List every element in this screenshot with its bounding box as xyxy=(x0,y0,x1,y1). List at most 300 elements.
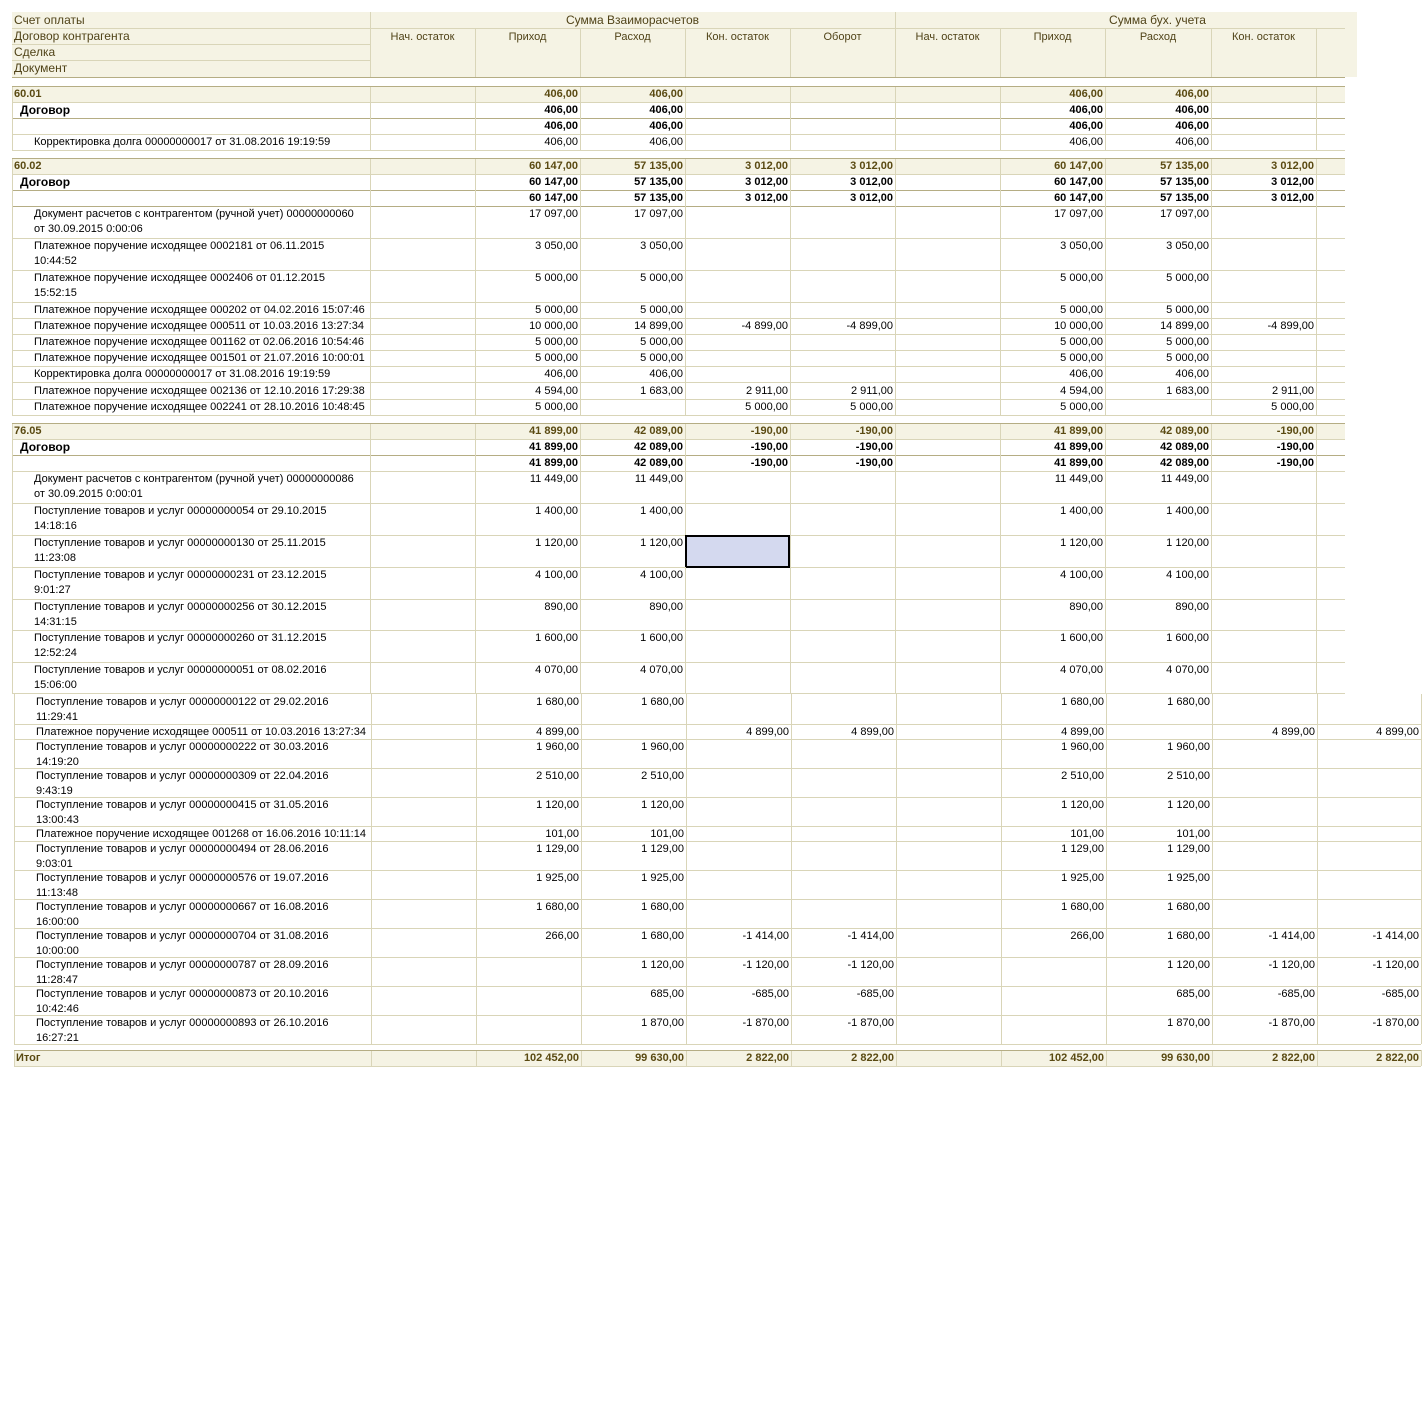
row-value-col-acc-opening[interactable] xyxy=(896,724,1001,739)
row-value-col-mutual-closing[interactable] xyxy=(686,899,791,928)
row-value-col-acc-extra[interactable] xyxy=(1316,206,1345,238)
row-value-col-mutual-turnover[interactable] xyxy=(791,694,896,724)
row-value-col-mutual-opening[interactable] xyxy=(371,797,476,826)
row-value-col-acc-extra[interactable] xyxy=(1317,870,1421,899)
row-label[interactable]: Поступление товаров и услуг 00000000222 от 30.03.2016 14:19:20 xyxy=(36,741,329,768)
row-value-col-acc-credit[interactable]: 2 510,00 xyxy=(1167,770,1210,782)
row-label[interactable]: Платежное поручение исходящее 002136 от 12.10.2016 17:29:38 xyxy=(34,385,365,397)
row-value-col-mutual-opening[interactable] xyxy=(370,503,475,535)
row-value-col-mutual-opening[interactable] xyxy=(370,399,475,415)
row-value-col-mutual-debit[interactable]: 1 400,00 xyxy=(535,505,578,517)
row-value-col-acc-extra[interactable] xyxy=(1316,270,1345,302)
row-value-col-mutual-debit[interactable]: 1 680,00 xyxy=(536,901,579,913)
row-value-col-acc-debit[interactable]: 102 452,00 xyxy=(1048,1052,1104,1064)
row-value-col-acc-credit[interactable]: 1 680,00 xyxy=(1167,696,1210,708)
row-value-col-mutual-turnover[interactable]: 4 899,00 xyxy=(851,726,894,738)
row-value-col-mutual-turnover[interactable] xyxy=(790,270,895,302)
row-value-col-acc-debit[interactable]: 60 147,00 xyxy=(1054,160,1103,172)
row-value-col-acc-debit[interactable]: 41 899,00 xyxy=(1054,425,1103,437)
row-value-col-mutual-credit[interactable]: 57 135,00 xyxy=(634,176,683,188)
row-value-col-acc-closing[interactable] xyxy=(1211,503,1316,535)
row-value-col-mutual-debit[interactable]: 60 147,00 xyxy=(529,192,578,204)
row-value-col-acc-debit[interactable]: 41 899,00 xyxy=(1054,441,1103,453)
row-value-col-mutual-debit[interactable]: 406,00 xyxy=(544,136,578,148)
col-mutual-credit[interactable]: Расход xyxy=(614,31,651,43)
row-value-col-acc-debit[interactable]: 1 680,00 xyxy=(1061,901,1104,913)
row-value-col-acc-debit[interactable]: 11 449,00 xyxy=(1054,473,1103,485)
row-value-col-mutual-credit[interactable]: 14 899,00 xyxy=(634,320,683,332)
row-value-col-mutual-opening[interactable] xyxy=(370,535,475,567)
row-value-col-mutual-closing[interactable] xyxy=(685,270,790,302)
row-value-col-acc-extra[interactable] xyxy=(1317,739,1421,768)
row-value-col-acc-closing[interactable] xyxy=(1212,694,1317,724)
row-value-col-mutual-opening[interactable] xyxy=(370,662,475,693)
row-value-col-acc-credit[interactable]: 1 680,00 xyxy=(1167,930,1210,942)
col-mutual-opening[interactable]: Нач. остаток xyxy=(390,31,455,43)
row-value-col-acc-opening[interactable] xyxy=(895,471,1000,503)
row-value-col-mutual-opening[interactable] xyxy=(371,870,476,899)
row-value-col-mutual-opening[interactable] xyxy=(370,599,475,630)
row-label[interactable]: Договор xyxy=(20,440,71,454)
row-value-col-acc-credit[interactable]: 17 097,00 xyxy=(1160,208,1209,220)
col-mutual-debit[interactable]: Приход xyxy=(508,31,547,43)
row-value-col-mutual-credit[interactable]: 99 630,00 xyxy=(635,1052,684,1064)
row-label[interactable] xyxy=(12,455,370,471)
row-value-col-acc-extra[interactable] xyxy=(1317,694,1421,724)
row-value-col-mutual-opening[interactable] xyxy=(370,134,475,150)
row-label[interactable]: Платежное поручение исходящее 000511 от 10.03.2016 13:27:34 xyxy=(34,320,364,332)
row-value-col-mutual-turnover[interactable] xyxy=(790,238,895,270)
row-value-col-acc-opening[interactable] xyxy=(896,826,1001,841)
row-value-col-mutual-turnover[interactable] xyxy=(790,334,895,350)
row-value-col-acc-opening[interactable] xyxy=(895,318,1000,334)
row-value-col-acc-debit[interactable]: 5 000,00 xyxy=(1060,401,1103,413)
row-value-col-acc-credit[interactable]: 5 000,00 xyxy=(1166,336,1209,348)
col-acc-credit[interactable]: Расход xyxy=(1139,31,1177,43)
row-value-col-mutual-turnover[interactable] xyxy=(791,870,896,899)
row-value-col-mutual-turnover[interactable]: 2 822,00 xyxy=(851,1052,894,1064)
row-value-col-acc-extra[interactable] xyxy=(1317,797,1421,826)
row-value-col-mutual-closing[interactable]: 2 911,00 xyxy=(745,385,788,397)
row-value-col-mutual-credit[interactable]: 685,00 xyxy=(650,988,684,1000)
row-value-col-acc-closing[interactable]: -1 414,00 xyxy=(1268,930,1315,942)
row-value-col-mutual-closing[interactable] xyxy=(685,206,790,238)
row-value-col-mutual-credit[interactable]: 57 135,00 xyxy=(634,192,683,204)
row-value-col-acc-closing[interactable] xyxy=(1211,302,1316,318)
row-value-col-acc-credit[interactable]: 57 135,00 xyxy=(1160,192,1209,204)
row-value-col-mutual-opening[interactable] xyxy=(370,174,475,190)
row-label[interactable] xyxy=(12,190,370,206)
row-value-col-mutual-debit[interactable]: 406,00 xyxy=(544,104,578,116)
row-value-col-acc-closing[interactable]: -4 899,00 xyxy=(1267,320,1314,332)
row-value-col-acc-closing[interactable] xyxy=(1212,899,1317,928)
row-value-col-mutual-turnover[interactable]: -190,00 xyxy=(855,457,893,469)
row-value-col-mutual-credit[interactable]: 1 600,00 xyxy=(640,632,683,644)
row-value-col-acc-extra[interactable] xyxy=(1316,302,1345,318)
row-value-col-acc-closing[interactable] xyxy=(1211,102,1316,118)
row-value-col-acc-opening[interactable] xyxy=(896,797,1001,826)
row-value-col-mutual-debit[interactable]: 41 899,00 xyxy=(529,457,578,469)
row-value-col-acc-opening[interactable] xyxy=(895,118,1000,134)
row-value-col-acc-opening[interactable] xyxy=(896,986,1001,1015)
row-value-col-acc-debit[interactable] xyxy=(1001,986,1106,1015)
row-value-col-acc-closing[interactable] xyxy=(1211,471,1316,503)
row-value-col-acc-closing[interactable] xyxy=(1211,366,1316,382)
row-value-col-acc-debit[interactable]: 60 147,00 xyxy=(1054,176,1103,188)
row-label[interactable]: Поступление товаров и услуг 00000000256 от 30.12.2015 14:31:15 xyxy=(34,601,327,628)
row-value-col-mutual-opening[interactable] xyxy=(371,724,476,739)
row-label[interactable]: Поступление товаров и услуг 00000000054 от 29.10.2015 14:18:16 xyxy=(34,505,327,532)
row-value-col-acc-debit[interactable]: 1 960,00 xyxy=(1061,741,1104,753)
row-value-col-acc-closing[interactable] xyxy=(1212,826,1317,841)
row-value-col-acc-opening[interactable] xyxy=(895,334,1000,350)
row-value-col-acc-debit[interactable]: 10 000,00 xyxy=(1054,320,1103,332)
row-value-col-mutual-debit[interactable]: 5 000,00 xyxy=(535,401,578,413)
row-value-col-acc-extra[interactable] xyxy=(1316,86,1345,102)
row-value-col-mutual-turnover[interactable] xyxy=(791,797,896,826)
row-value-col-acc-extra[interactable] xyxy=(1316,535,1345,567)
row-value-col-mutual-opening[interactable] xyxy=(370,318,475,334)
row-label[interactable]: Поступление товаров и услуг 00000000893 от 26.10.2016 16:27:21 xyxy=(36,1017,329,1044)
header-deal[interactable]: Сделка xyxy=(14,45,56,59)
row-value-col-acc-closing[interactable] xyxy=(1211,535,1316,567)
row-value-col-acc-opening[interactable] xyxy=(895,662,1000,693)
row-label[interactable]: Документ расчетов с контрагентом (ручной учет) 00000000060 от 30.09.2015 0:00:06 xyxy=(34,208,354,235)
col-acc-debit[interactable]: Приход xyxy=(1033,31,1072,43)
row-value-col-acc-opening[interactable] xyxy=(896,841,1001,870)
row-value-col-acc-opening[interactable] xyxy=(895,630,1000,662)
row-value-col-acc-credit[interactable] xyxy=(1106,724,1212,739)
row-value-col-mutual-debit[interactable]: 1 925,00 xyxy=(536,872,579,884)
row-value-col-mutual-opening[interactable] xyxy=(371,739,476,768)
row-value-col-mutual-closing[interactable] xyxy=(685,302,790,318)
col-mutual-turnover[interactable]: Оборот xyxy=(823,31,862,43)
row-value-col-mutual-closing[interactable] xyxy=(686,694,791,724)
row-value-col-acc-opening[interactable] xyxy=(895,174,1000,190)
row-value-col-acc-closing[interactable]: -1 870,00 xyxy=(1268,1017,1315,1029)
row-value-col-mutual-opening[interactable] xyxy=(370,366,475,382)
row-value-col-mutual-closing[interactable] xyxy=(685,238,790,270)
row-label[interactable]: Поступление товаров и услуг 00000000576 от 19.07.2016 11:13:48 xyxy=(36,872,329,899)
row-value-col-mutual-closing[interactable] xyxy=(685,86,790,102)
row-value-col-mutual-debit[interactable]: 1 960,00 xyxy=(536,741,579,753)
row-value-col-acc-extra[interactable] xyxy=(1317,899,1421,928)
row-value-col-mutual-turnover[interactable]: 3 012,00 xyxy=(850,160,893,172)
row-value-col-mutual-turnover[interactable] xyxy=(790,599,895,630)
row-value-col-mutual-debit[interactable]: 102 452,00 xyxy=(523,1052,579,1064)
row-value-col-acc-debit[interactable] xyxy=(1001,1015,1106,1044)
row-value-col-mutual-turnover[interactable] xyxy=(790,118,895,134)
row-value-col-acc-debit[interactable]: 17 097,00 xyxy=(1054,208,1103,220)
row-value-col-acc-debit[interactable]: 5 000,00 xyxy=(1060,336,1103,348)
row-value-col-mutual-turnover[interactable] xyxy=(790,630,895,662)
row-value-col-mutual-debit[interactable]: 41 899,00 xyxy=(529,441,578,453)
row-value-col-acc-extra[interactable] xyxy=(1316,102,1345,118)
row-value-col-mutual-credit[interactable]: 1 680,00 xyxy=(641,696,684,708)
row-value-col-mutual-debit[interactable]: 11 449,00 xyxy=(529,473,578,485)
row-label[interactable]: Поступление товаров и услуг 00000000873 от 20.10.2016 10:42:46 xyxy=(36,988,329,1015)
row-value-col-mutual-turnover[interactable]: -190,00 xyxy=(855,425,893,437)
row-label[interactable]: Поступление товаров и услуг 00000000130 от 25.11.2015 11:23:08 xyxy=(34,537,326,564)
row-value-col-acc-opening[interactable] xyxy=(895,366,1000,382)
row-value-col-acc-debit[interactable]: 2 510,00 xyxy=(1061,770,1104,782)
row-value-col-acc-debit[interactable] xyxy=(1001,957,1106,986)
row-value-col-mutual-debit[interactable]: 1 120,00 xyxy=(535,537,578,549)
row-label[interactable]: Платежное поручение исходящее 002241 от 28.10.2016 10:48:45 xyxy=(34,401,365,413)
row-value-col-mutual-credit[interactable]: 5 000,00 xyxy=(640,352,683,364)
row-value-col-acc-opening[interactable] xyxy=(896,957,1001,986)
row-value-col-acc-debit[interactable]: 406,00 xyxy=(1069,136,1103,148)
row-value-col-acc-closing[interactable] xyxy=(1212,797,1317,826)
row-value-col-mutual-turnover[interactable] xyxy=(790,86,895,102)
row-value-col-mutual-credit[interactable]: 17 097,00 xyxy=(634,208,683,220)
row-value-col-mutual-closing[interactable] xyxy=(686,826,791,841)
row-value-col-acc-credit[interactable]: 685,00 xyxy=(1176,988,1210,1000)
row-value-col-acc-opening[interactable] xyxy=(895,270,1000,302)
row-value-col-mutual-credit[interactable]: 5 000,00 xyxy=(640,272,683,284)
row-value-col-acc-opening[interactable] xyxy=(895,599,1000,630)
row-value-col-mutual-closing[interactable] xyxy=(686,870,791,899)
row-value-col-acc-opening[interactable] xyxy=(895,535,1000,567)
row-value-col-mutual-credit[interactable]: 406,00 xyxy=(649,368,683,380)
row-value-col-mutual-credit[interactable]: 42 089,00 xyxy=(634,457,683,469)
row-value-col-acc-closing[interactable] xyxy=(1211,86,1316,102)
row-value-col-mutual-opening[interactable] xyxy=(370,567,475,599)
row-value-col-acc-closing[interactable] xyxy=(1212,841,1317,870)
row-value-col-mutual-opening[interactable] xyxy=(370,302,475,318)
row-value-col-acc-extra[interactable] xyxy=(1316,118,1345,134)
row-value-col-acc-closing[interactable] xyxy=(1211,662,1316,693)
row-value-col-mutual-credit[interactable]: 42 089,00 xyxy=(634,441,683,453)
row-label[interactable]: Платежное поручение исходящее 0002406 от 01.12.2015 15:52:15 xyxy=(34,272,326,299)
row-value-col-acc-opening[interactable] xyxy=(895,86,1000,102)
row-value-col-acc-credit[interactable]: 1 129,00 xyxy=(1167,843,1210,855)
row-value-col-mutual-debit[interactable]: 406,00 xyxy=(544,120,578,132)
row-value-col-acc-closing[interactable] xyxy=(1211,350,1316,366)
row-value-col-mutual-closing[interactable] xyxy=(685,350,790,366)
row-value-col-acc-debit[interactable]: 5 000,00 xyxy=(1060,352,1103,364)
row-label[interactable]: Платежное поручение исходящее 0002181 от 06.11.2015 10:44:52 xyxy=(34,240,325,267)
row-value-col-acc-debit[interactable]: 41 899,00 xyxy=(1054,457,1103,469)
row-value-col-mutual-turnover[interactable] xyxy=(791,739,896,768)
row-label[interactable]: Поступление товаров и услуг 00000000309 от 22.04.2016 9:43:19 xyxy=(36,770,329,797)
row-value-col-acc-credit[interactable]: 1 680,00 xyxy=(1167,901,1210,913)
row-value-col-acc-credit[interactable]: 1 925,00 xyxy=(1167,872,1210,884)
row-value-col-acc-extra[interactable]: -1 120,00 xyxy=(1372,959,1419,971)
row-value-col-mutual-turnover[interactable] xyxy=(790,134,895,150)
row-value-col-mutual-closing[interactable] xyxy=(685,503,790,535)
row-value-col-acc-extra[interactable] xyxy=(1316,238,1345,270)
row-label[interactable]: Договор xyxy=(20,175,71,189)
row-value-col-mutual-opening[interactable] xyxy=(370,158,475,174)
row-value-col-mutual-opening[interactable] xyxy=(371,957,476,986)
row-value-col-acc-credit[interactable]: 1 683,00 xyxy=(1166,385,1209,397)
header-document[interactable]: Документ xyxy=(14,61,68,75)
row-value-col-mutual-closing[interactable]: -1 414,00 xyxy=(742,930,789,942)
row-value-col-mutual-credit[interactable]: 1 120,00 xyxy=(641,959,684,971)
row-value-col-mutual-turnover[interactable]: -1 870,00 xyxy=(847,1017,894,1029)
row-value-col-acc-closing[interactable] xyxy=(1211,334,1316,350)
row-value-col-acc-opening[interactable] xyxy=(895,350,1000,366)
row-value-col-acc-opening[interactable] xyxy=(895,238,1000,270)
row-value-col-acc-extra[interactable] xyxy=(1316,158,1345,174)
row-value-col-mutual-closing[interactable] xyxy=(685,102,790,118)
row-label[interactable]: Платежное поручение исходящее 001501 от 21.07.2016 10:00:01 xyxy=(34,352,365,364)
row-value-col-mutual-debit[interactable]: 266,00 xyxy=(545,930,579,942)
row-value-col-acc-debit[interactable]: 4 899,00 xyxy=(1061,726,1104,738)
row-value-col-mutual-closing[interactable] xyxy=(686,768,791,797)
row-value-col-mutual-debit[interactable]: 101,00 xyxy=(545,828,579,840)
row-value-col-acc-opening[interactable] xyxy=(895,190,1000,206)
row-value-col-mutual-opening[interactable] xyxy=(370,350,475,366)
row-value-col-acc-credit[interactable]: 4 070,00 xyxy=(1166,664,1209,676)
row-value-col-acc-opening[interactable] xyxy=(896,768,1001,797)
row-value-col-mutual-closing[interactable]: -1 870,00 xyxy=(742,1017,789,1029)
row-label[interactable]: Поступление товаров и услуг 00000000231 от 23.12.2015 9:01:27 xyxy=(34,569,327,596)
row-value-col-acc-closing[interactable]: 4 899,00 xyxy=(1272,726,1315,738)
row-value-col-acc-closing[interactable] xyxy=(1212,870,1317,899)
row-value-col-acc-debit[interactable]: 1 120,00 xyxy=(1061,799,1104,811)
row-value-col-mutual-debit[interactable]: 60 147,00 xyxy=(529,160,578,172)
row-label[interactable]: Документ расчетов с контрагентом (ручной учет) 00000000086 от 30.09.2015 0:00:01 xyxy=(34,473,354,500)
row-value-col-mutual-debit[interactable]: 60 147,00 xyxy=(529,176,578,188)
row-value-col-acc-closing[interactable] xyxy=(1211,134,1316,150)
row-value-col-mutual-turnover[interactable]: -1 120,00 xyxy=(847,959,894,971)
row-value-col-mutual-opening[interactable] xyxy=(370,102,475,118)
row-value-col-mutual-credit[interactable]: 1 683,00 xyxy=(640,385,683,397)
row-value-col-acc-debit[interactable]: 1 120,00 xyxy=(1060,537,1103,549)
row-value-col-mutual-opening[interactable] xyxy=(370,334,475,350)
row-value-col-acc-extra[interactable] xyxy=(1316,423,1345,439)
row-label[interactable] xyxy=(12,118,370,134)
row-value-col-acc-opening[interactable] xyxy=(895,158,1000,174)
row-value-col-acc-closing[interactable] xyxy=(1211,270,1316,302)
row-value-col-mutual-turnover[interactable] xyxy=(791,841,896,870)
row-value-col-mutual-debit[interactable]: 406,00 xyxy=(544,88,578,100)
row-value-col-mutual-closing[interactable] xyxy=(686,841,791,870)
row-value-col-mutual-debit[interactable]: 890,00 xyxy=(544,601,578,613)
row-value-col-mutual-debit[interactable]: 406,00 xyxy=(544,368,578,380)
row-value-col-mutual-turnover[interactable] xyxy=(790,662,895,693)
row-value-col-acc-debit[interactable]: 4 070,00 xyxy=(1060,664,1103,676)
row-value-col-acc-opening[interactable] xyxy=(896,928,1001,957)
row-value-col-acc-extra[interactable] xyxy=(1316,350,1345,366)
row-value-col-mutual-opening[interactable] xyxy=(371,928,476,957)
row-value-col-mutual-debit[interactable]: 4 594,00 xyxy=(535,385,578,397)
row-value-col-acc-debit[interactable]: 266,00 xyxy=(1070,930,1104,942)
row-value-col-mutual-closing[interactable] xyxy=(685,471,790,503)
row-label[interactable]: Поступление товаров и услуг 00000000415 от 31.05.2016 13:00:43 xyxy=(36,799,329,826)
row-value-col-acc-credit[interactable]: 101,00 xyxy=(1176,828,1210,840)
row-value-col-mutual-debit[interactable]: 10 000,00 xyxy=(529,320,578,332)
row-value-col-mutual-opening[interactable] xyxy=(370,630,475,662)
row-value-col-mutual-closing[interactable] xyxy=(685,567,790,599)
row-value-col-mutual-credit[interactable]: 57 135,00 xyxy=(634,160,683,172)
row-value-col-acc-credit[interactable]: 406,00 xyxy=(1175,136,1209,148)
row-value-col-mutual-closing[interactable]: 3 012,00 xyxy=(745,192,788,204)
row-value-col-acc-opening[interactable] xyxy=(895,567,1000,599)
row-value-col-mutual-credit[interactable]: 42 089,00 xyxy=(634,425,683,437)
row-value-col-acc-credit[interactable]: 42 089,00 xyxy=(1160,425,1209,437)
row-value-col-mutual-turnover[interactable] xyxy=(790,567,895,599)
row-value-col-acc-extra[interactable] xyxy=(1316,366,1345,382)
row-value-col-acc-credit[interactable]: 406,00 xyxy=(1175,368,1209,380)
row-value-col-acc-opening[interactable] xyxy=(896,1015,1001,1044)
row-value-col-mutual-debit[interactable]: 4 070,00 xyxy=(535,664,578,676)
row-value-col-acc-debit[interactable]: 1 600,00 xyxy=(1060,632,1103,644)
row-value-col-mutual-debit[interactable]: 5 000,00 xyxy=(535,336,578,348)
row-value-col-mutual-opening[interactable] xyxy=(370,383,475,399)
row-value-col-acc-debit[interactable]: 1 129,00 xyxy=(1061,843,1104,855)
row-value-col-mutual-turnover[interactable]: 2 911,00 xyxy=(850,385,893,397)
row-value-col-mutual-opening[interactable] xyxy=(371,826,476,841)
row-value-col-acc-opening[interactable] xyxy=(895,439,1000,455)
row-value-col-acc-extra[interactable] xyxy=(1316,399,1345,415)
row-value-col-mutual-opening[interactable] xyxy=(371,841,476,870)
row-value-col-mutual-debit[interactable]: 4 899,00 xyxy=(536,726,579,738)
row-value-col-mutual-debit[interactable]: 5 000,00 xyxy=(535,352,578,364)
row-value-col-mutual-credit[interactable]: 1 129,00 xyxy=(641,843,684,855)
row-value-col-mutual-opening[interactable] xyxy=(370,238,475,270)
row-value-col-mutual-closing[interactable] xyxy=(685,662,790,693)
row-value-col-acc-debit[interactable]: 1 680,00 xyxy=(1061,696,1104,708)
row-label[interactable]: 76.05 xyxy=(14,425,42,437)
row-value-col-acc-closing[interactable]: 5 000,00 xyxy=(1271,401,1314,413)
row-value-col-acc-extra[interactable]: 4 899,00 xyxy=(1376,726,1419,738)
row-label[interactable]: Корректировка долга 00000000017 от 31.08.2016 19:19:59 xyxy=(34,368,331,380)
row-value-col-acc-debit[interactable]: 406,00 xyxy=(1069,368,1103,380)
row-value-col-acc-opening[interactable] xyxy=(896,1050,1001,1066)
row-value-col-acc-debit[interactable]: 101,00 xyxy=(1070,828,1104,840)
row-value-col-mutual-credit[interactable]: 406,00 xyxy=(649,120,683,132)
header-payment-account[interactable]: Счет оплаты xyxy=(14,13,85,27)
row-value-col-acc-extra[interactable]: -1 870,00 xyxy=(1372,1017,1419,1029)
row-value-col-acc-credit[interactable]: 4 100,00 xyxy=(1166,569,1209,581)
row-value-col-acc-extra[interactable] xyxy=(1316,471,1345,503)
row-value-col-acc-opening[interactable] xyxy=(895,134,1000,150)
row-value-col-acc-closing[interactable] xyxy=(1211,238,1316,270)
row-value-col-mutual-debit[interactable]: 5 000,00 xyxy=(535,304,578,316)
row-value-col-mutual-credit[interactable] xyxy=(580,399,685,415)
row-value-col-acc-extra[interactable] xyxy=(1316,503,1345,535)
row-value-col-acc-credit[interactable]: 1 600,00 xyxy=(1166,632,1209,644)
row-value-col-mutual-credit[interactable]: 1 870,00 xyxy=(641,1017,684,1029)
row-value-col-mutual-credit[interactable]: 101,00 xyxy=(650,828,684,840)
row-value-col-acc-closing[interactable] xyxy=(1211,630,1316,662)
row-value-col-acc-credit[interactable]: 14 899,00 xyxy=(1160,320,1209,332)
row-value-col-acc-extra[interactable]: 2 822,00 xyxy=(1376,1052,1419,1064)
row-value-col-acc-credit[interactable]: 42 089,00 xyxy=(1160,441,1209,453)
row-value-col-mutual-closing[interactable] xyxy=(686,739,791,768)
row-value-col-mutual-closing[interactable]: -190,00 xyxy=(750,457,788,469)
row-value-col-mutual-debit[interactable] xyxy=(476,986,581,1015)
row-value-col-mutual-opening[interactable] xyxy=(371,986,476,1015)
row-value-col-acc-debit[interactable]: 406,00 xyxy=(1069,88,1103,100)
row-value-col-mutual-debit[interactable] xyxy=(476,957,581,986)
row-value-col-mutual-closing[interactable]: -190,00 xyxy=(750,441,788,453)
row-value-col-mutual-opening[interactable] xyxy=(370,190,475,206)
row-value-col-mutual-closing[interactable]: -190,00 xyxy=(750,425,788,437)
col-acc-closing[interactable]: Кон. остаток xyxy=(1232,31,1295,43)
row-value-col-mutual-credit[interactable]: 2 510,00 xyxy=(641,770,684,782)
row-value-col-mutual-turnover[interactable]: -685,00 xyxy=(856,988,894,1000)
row-value-col-mutual-opening[interactable] xyxy=(371,1050,476,1066)
row-value-col-mutual-debit[interactable]: 41 899,00 xyxy=(529,425,578,437)
row-value-col-mutual-credit[interactable]: 3 050,00 xyxy=(640,240,683,252)
row-value-col-acc-closing[interactable] xyxy=(1212,768,1317,797)
row-value-col-mutual-turnover[interactable]: -4 899,00 xyxy=(846,320,893,332)
row-value-col-mutual-opening[interactable] xyxy=(370,86,475,102)
